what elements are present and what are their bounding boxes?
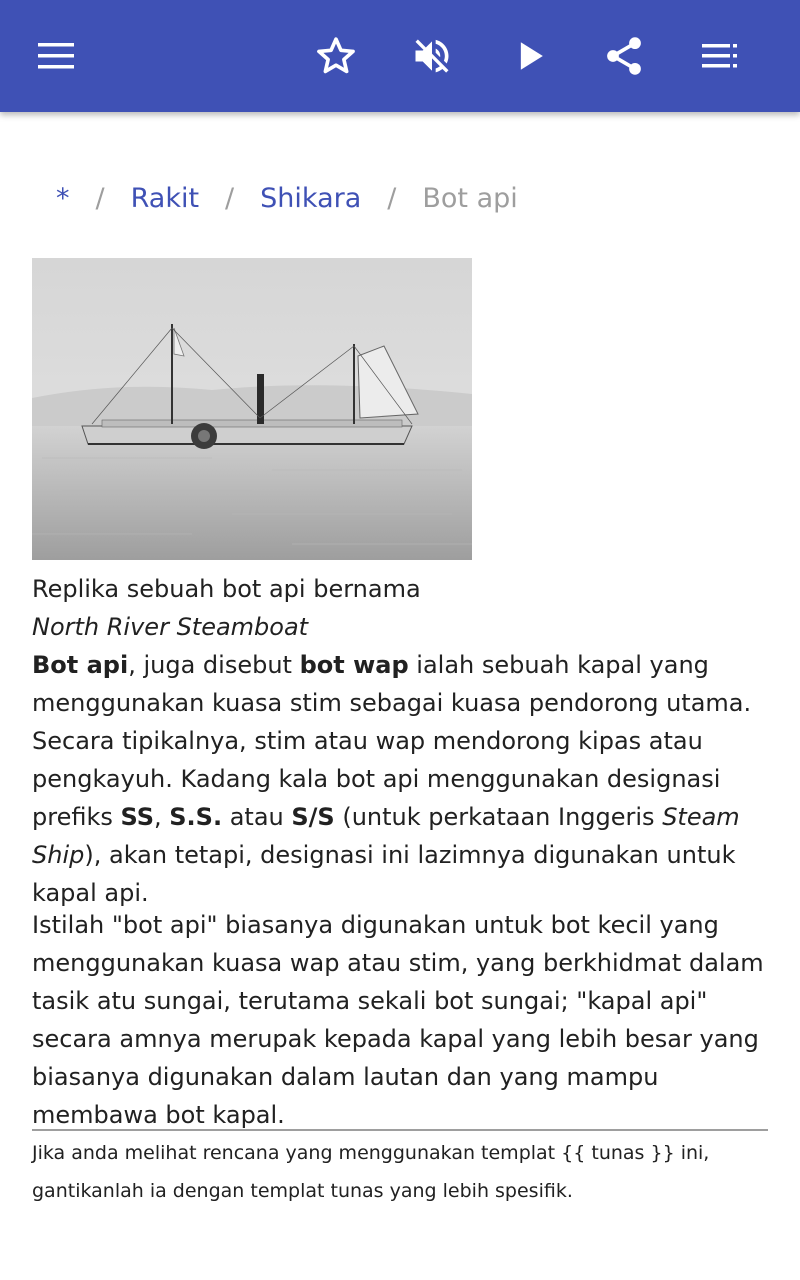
- text-run: atau: [222, 803, 292, 831]
- share-icon: [602, 34, 646, 78]
- volume-off-icon: [410, 34, 454, 78]
- divider: [32, 1129, 768, 1131]
- term-bot-api: Bot api: [32, 651, 129, 679]
- prefix-s-slash-s: S/S: [291, 803, 335, 831]
- breadcrumb-separator: /: [387, 182, 397, 214]
- article-paragraph-2: Istilah "bot api" biasanya digunakan untuk bot kecil yang menggunakan kuasa wap atau stim, yang berkhidmat dalam tasik atu sungai, terutama sekali bot sungai; "kapal api" secara amnya merupak kepada kapal yang lebih besar yang biasanya digunakan dalam lautan dan yang mampu membawa bot kapal.: [32, 911, 764, 1129]
- breadcrumb-separator: /: [225, 182, 235, 214]
- star-outline-icon: [314, 34, 358, 78]
- term-bot-wap: bot wap: [299, 651, 409, 679]
- app-bar: [0, 0, 800, 112]
- caption-text: Replika sebuah bot api bernama: [32, 575, 421, 603]
- article-paragraph-1: [32, 646, 772, 912]
- stub-notice: Jika anda melihat rencana yang menggunakan templat {{ tunas }} ini, gantikanlah ia dengan templat tunas yang lebih spesifik.: [32, 1142, 710, 1202]
- favorite-button[interactable]: [308, 28, 364, 84]
- text-run: ,: [154, 803, 170, 831]
- breadcrumb-current: Bot api: [422, 182, 518, 214]
- play-icon: [508, 34, 552, 78]
- text-run: , juga disebut: [128, 651, 300, 679]
- term-steam-ship: Steam Ship: [32, 803, 740, 869]
- text-run: ), akan tetapi, designasi ini lazimnya digunakan untuk kapal api.: [32, 841, 736, 907]
- figure-caption: [32, 570, 492, 646]
- caption-vessel-name: North River Steamboat: [32, 613, 309, 641]
- contents-button[interactable]: [692, 28, 748, 84]
- play-button[interactable]: [502, 28, 558, 84]
- breadcrumb-separator: /: [95, 182, 105, 214]
- mute-button[interactable]: [404, 28, 460, 84]
- breadcrumb-item-home[interactable]: *: [56, 182, 70, 214]
- breadcrumb: [56, 176, 518, 220]
- menu-button[interactable]: [28, 28, 84, 84]
- hamburger-menu-icon: [36, 36, 76, 76]
- table-of-contents-icon: [700, 36, 740, 76]
- breadcrumb-item-shikara[interactable]: Shikara: [260, 182, 362, 214]
- text-run: ialah sebuah kapal yang menggunakan kuasa stim sebagai kuasa pendorong utama. Secara tipikalnya, stim atau wap mendorong kipas atau pengkayuh. Kadang kala bot api menggunakan designasi prefiks: [32, 651, 752, 831]
- prefix-s-dot-s: S.S.: [169, 803, 223, 831]
- steamboat-photo[interactable]: [32, 258, 472, 560]
- share-button[interactable]: [596, 28, 652, 84]
- text-run: (untuk perkataan Inggeris: [334, 803, 663, 831]
- breadcrumb-item-rakit[interactable]: Rakit: [130, 182, 200, 214]
- prefix-ss: SS: [120, 803, 154, 831]
